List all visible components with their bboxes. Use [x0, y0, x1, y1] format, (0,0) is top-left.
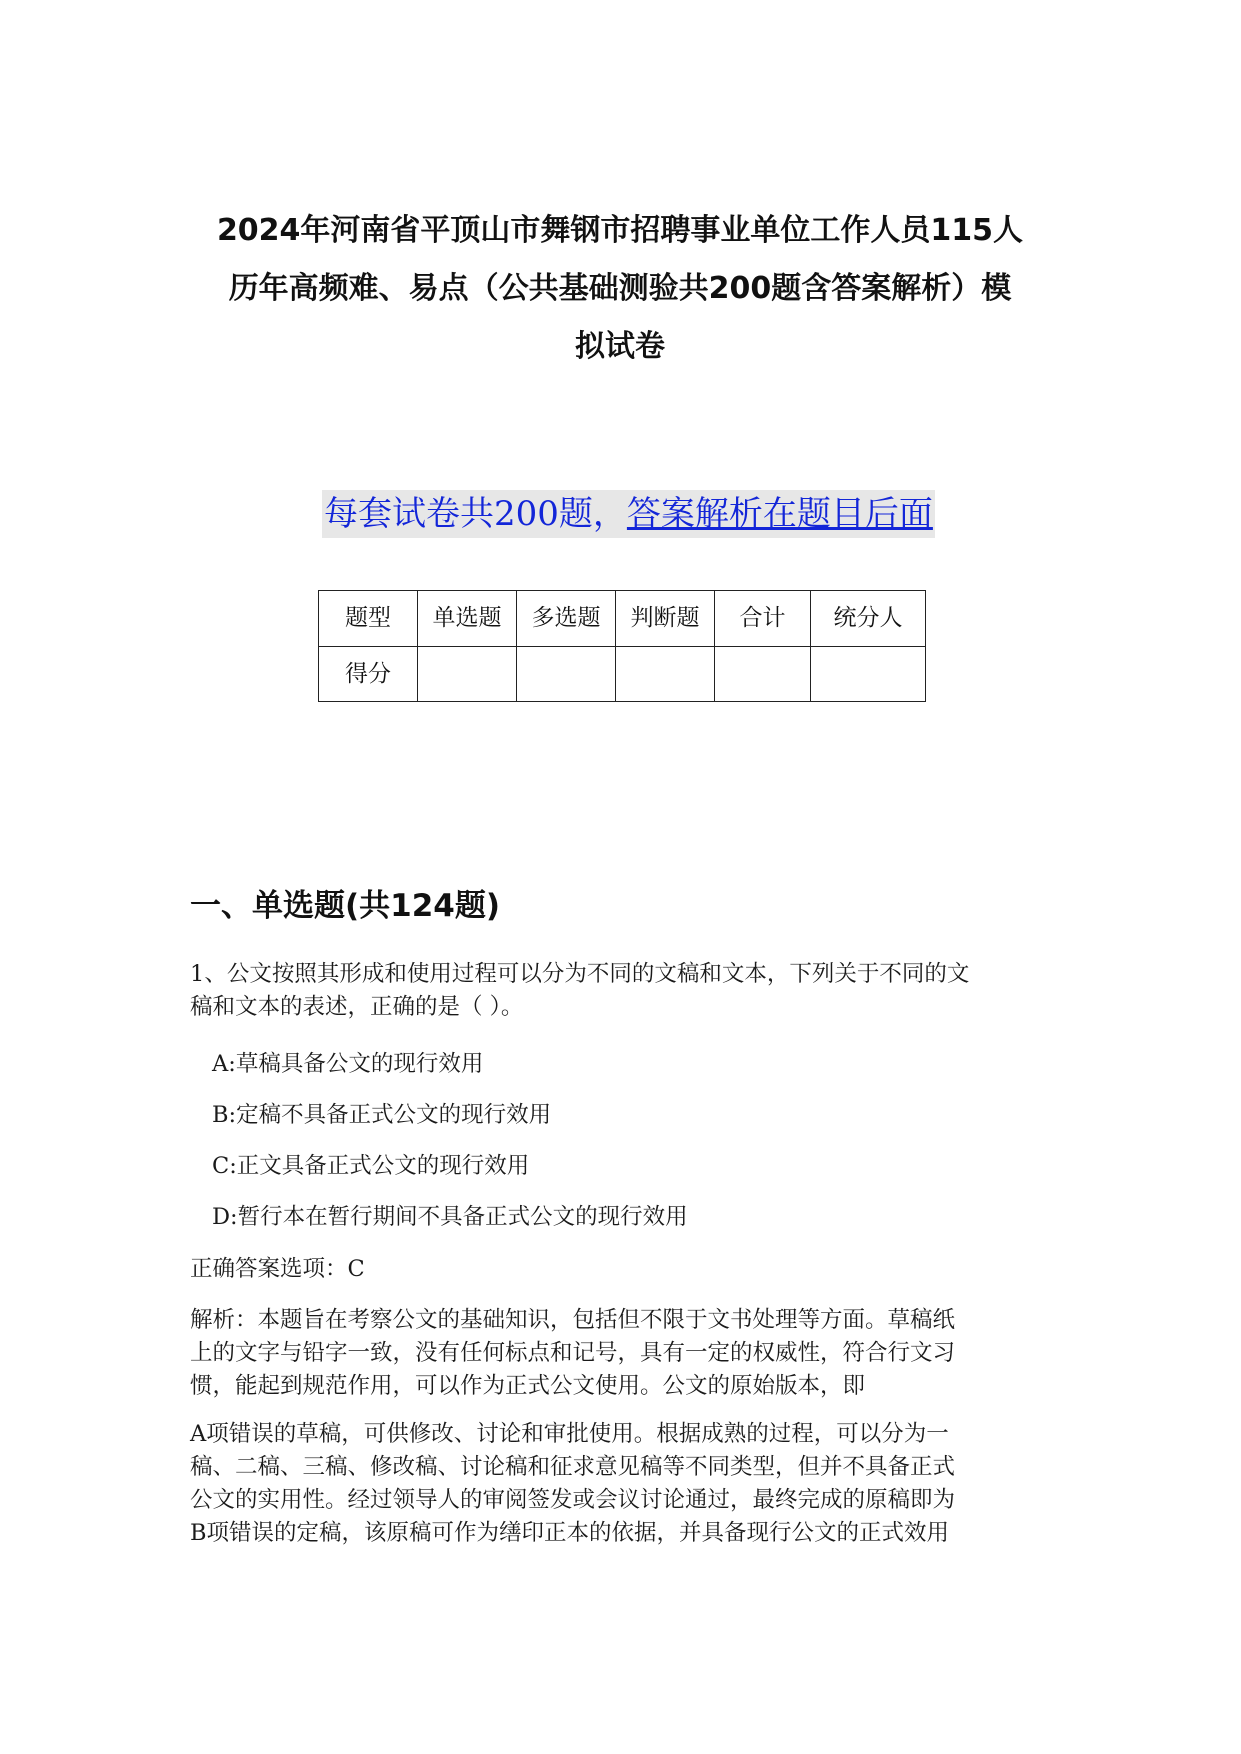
analysis-paragraph-1: [190, 1304, 1050, 1403]
question-stem: [190, 958, 1050, 1024]
score-cell-total[interactable]: [715, 647, 811, 702]
score-header-scorer: 统分人: [811, 591, 926, 647]
score-cell-scorer[interactable]: [811, 647, 926, 702]
score-header-judge: 判断题: [616, 591, 715, 647]
banner-link[interactable]: 答案解析在题目后面: [626, 494, 933, 534]
option-b[interactable]: B:定稿不具备正式公文的现行效用: [212, 1102, 552, 1128]
correct-answer: 正确答案选项：C: [190, 1256, 365, 1282]
question-stem-line: 1、公文按照其形成和使用过程可以分为不同的文稿和文本，下列关于不同的文: [190, 961, 970, 987]
analysis-line: B项错误的定稿，该原稿可作为缮印正本的依据，并具备现行公文的正式效用: [190, 1520, 950, 1546]
analysis-line: 上的文字与铅字一致，没有任何标点和记号，具有一定的权威性，符合行文习: [190, 1340, 956, 1366]
score-header-total: 合计: [715, 591, 811, 647]
title-line-3: 拟试卷: [575, 329, 665, 364]
option-d[interactable]: D:暂行本在暂行期间不具备正式公文的现行效用: [212, 1204, 688, 1230]
analysis-line: 公文的实用性。经过领导人的审阅签发或会议讨论通过，最终完成的原稿即为: [190, 1487, 956, 1513]
option-a[interactable]: A:草稿具备公文的现行效用: [212, 1051, 484, 1077]
title-line-1: 2024年河南省平顶山市舞钢市招聘事业单位工作人员115人: [216, 213, 1024, 248]
score-header-type: 题型: [319, 591, 418, 647]
score-cell-judge[interactable]: [616, 647, 715, 702]
score-cell-single[interactable]: [418, 647, 517, 702]
score-table-row: [319, 647, 926, 702]
question-stem-line: 稿和文本的表述，正确的是（ ）。: [190, 994, 524, 1020]
score-table-header-row: [319, 591, 926, 647]
score-table: [318, 590, 926, 702]
analysis-line: A项错误的草稿，可供修改、讨论和审批使用。根据成熟的过程，可以分为一: [190, 1421, 949, 1447]
title-line-2: 历年高频难、易点（公共基础测验共200题含答案解析）模: [228, 271, 1012, 306]
analysis-line: 稿、二稿、三稿、修改稿、讨论稿和征求意见稿等不同类型，但并不具备正式: [190, 1454, 956, 1480]
document-title: [180, 202, 1060, 376]
score-header-single: 单选题: [418, 591, 517, 647]
banner-text: 每套试卷共200题，: [324, 494, 627, 534]
info-banner: [322, 490, 935, 538]
analysis-line: 解析：本题旨在考察公文的基础知识，包括但不限于文书处理等方面。草稿纸: [190, 1307, 956, 1333]
section-heading: 一、单选题(共124题): [190, 888, 501, 924]
analysis-paragraph-2: [190, 1418, 1050, 1550]
score-header-multi: 多选题: [517, 591, 616, 647]
analysis-line: 惯，能起到规范作用，可以作为正式公文使用。公文的原始版本，即: [190, 1373, 866, 1399]
score-row-label: 得分: [319, 647, 418, 702]
option-c[interactable]: C:正文具备正式公文的现行效用: [212, 1153, 530, 1179]
score-cell-multi[interactable]: [517, 647, 616, 702]
